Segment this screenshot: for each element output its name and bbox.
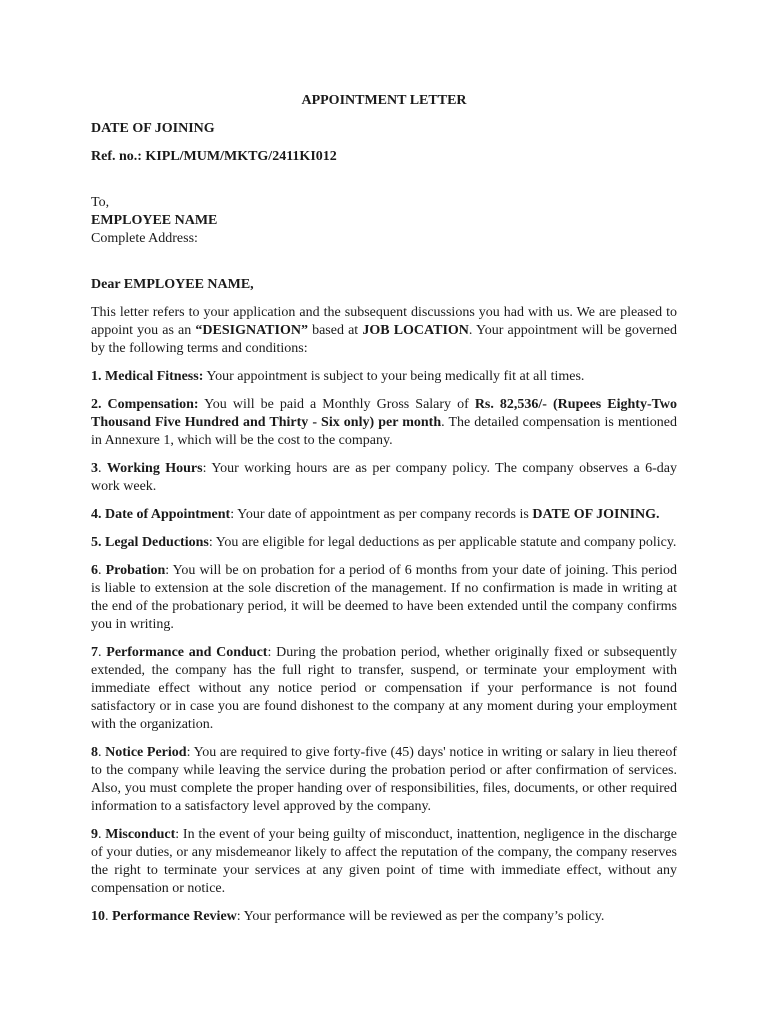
term-title: Performance Review — [112, 909, 237, 924]
term-title: Working Hours — [106, 461, 203, 476]
term-number: 1. — [91, 369, 102, 384]
term-text: : Your performance will be reviewed as per the company’s policy. — [236, 909, 605, 924]
term-separator: . — [98, 645, 107, 660]
term-text: : Your date of appointment as per company records is — [230, 507, 533, 522]
salary-amount: Rs. 82,536/- (Rupees Eighty-Two Thousand Five Hundred and Thirty - Six only) per month — [91, 397, 678, 430]
term-separator: . — [105, 909, 112, 924]
term-number: 9 — [91, 827, 98, 842]
recipient-address: Complete Address: — [91, 231, 198, 246]
term-text: : You are required to give forty-five (45) days' notice in writing or salary in lieu thereof to the company while leaving the service during the probation period or after confirmation of services. Also, you must complete the proper handing over of responsibilities, files, documents, or other required information to a satisfactory level approved by the company. — [91, 745, 678, 814]
term-text: : Your working hours are as per company policy. The company observes a 6-day work week. — [91, 461, 678, 494]
intro-text-3: . Your appointment will be governed by the following terms and conditions: — [91, 323, 677, 356]
job-location-placeholder: JOB LOCATION — [362, 323, 469, 338]
reference-number: Ref. no.: KIPL/MUM/MKTG/2411KI012 — [91, 149, 337, 164]
term-number: 5. — [91, 535, 102, 550]
term-title: Date of Appointment — [105, 507, 231, 522]
term-legal-deductions — [91, 534, 677, 552]
recipient-to: To, — [91, 195, 110, 210]
recipient-block — [91, 194, 677, 248]
term-title: Performance and Conduct — [106, 645, 268, 660]
term-separator: . — [98, 563, 106, 578]
intro-text-2: based at — [307, 323, 363, 338]
appointment-letter-page — [91, 92, 677, 936]
date-of-joining-value: DATE OF JOINING. — [532, 507, 660, 522]
term-separator: . — [98, 745, 106, 760]
term-text: : You will be on probation for a period of 6 months from your date of joining. This period is liable to extension at the sole discretion of the management. If no confirmation is made in writing at the end of the probationary period, it will be deemed to have been extended until the company confirms you in writing. — [91, 563, 678, 632]
recipient-employee-name: EMPLOYEE NAME — [91, 213, 218, 228]
term-misconduct — [91, 826, 677, 898]
letter-title: APPOINTMENT LETTER — [301, 93, 467, 108]
designation-placeholder: “DESIGNATION” — [195, 323, 308, 338]
intro-paragraph — [91, 304, 677, 358]
term-text: : You are eligible for legal deductions as per applicable statute and company policy. — [208, 535, 677, 550]
term-title: Medical Fitness: — [105, 369, 204, 384]
term-number: 4. — [91, 507, 102, 522]
term-title: Legal Deductions — [105, 535, 209, 550]
term-text: . The detailed compensation is mentioned in Annexure 1, which will be the cost to the company. — [91, 415, 677, 448]
term-text: : During the probation period, whether originally fixed or subsequently extended, the company has the full right to transfer, suspend, or terminate your employment with immediate effect without any notice period or compensation if your performance is not found satisfactory or in case you are found dishonest to the company at any moment during your employment with the organization. — [91, 645, 678, 732]
term-title: Misconduct — [105, 827, 176, 842]
term-separator: . — [98, 461, 107, 476]
term-medical-fitness — [91, 368, 677, 386]
term-title: Probation — [105, 563, 166, 578]
term-number: 6 — [91, 563, 98, 578]
term-compensation — [91, 396, 677, 450]
date-of-joining-heading: DATE OF JOINING — [91, 121, 215, 136]
term-separator: . — [98, 827, 106, 842]
salutation: Dear EMPLOYEE NAME, — [91, 277, 254, 292]
term-performance-conduct — [91, 644, 677, 734]
term-text: Your appointment is subject to your being medically fit at all times. — [203, 369, 585, 384]
term-number: 7 — [91, 645, 98, 660]
term-number: 3 — [91, 461, 98, 476]
term-number: 8 — [91, 745, 98, 760]
intro-text-1: This letter refers to your application and the subsequent discussions you had with us. We are pleased to appoint you as an — [91, 305, 677, 338]
term-number: 2. — [91, 397, 102, 412]
term-date-of-appointment — [91, 506, 677, 524]
term-text: : In the event of your being guilty of misconduct, inattention, negligence in the discharge of your duties, or any misdemeanor likely to affect the reputation of the company, the company reserves the right to terminate your services at any given point of time with immediate effect, without any compensation or notice. — [91, 827, 678, 896]
term-number: 10 — [91, 909, 105, 924]
term-performance-review — [91, 908, 677, 926]
term-probation — [91, 562, 677, 634]
term-notice-period — [91, 744, 677, 816]
term-working-hours — [91, 460, 677, 496]
term-title: Compensation: — [107, 397, 199, 412]
term-title: Notice Period — [105, 745, 187, 760]
term-text: You will be paid a Monthly Gross Salary of — [198, 397, 475, 412]
